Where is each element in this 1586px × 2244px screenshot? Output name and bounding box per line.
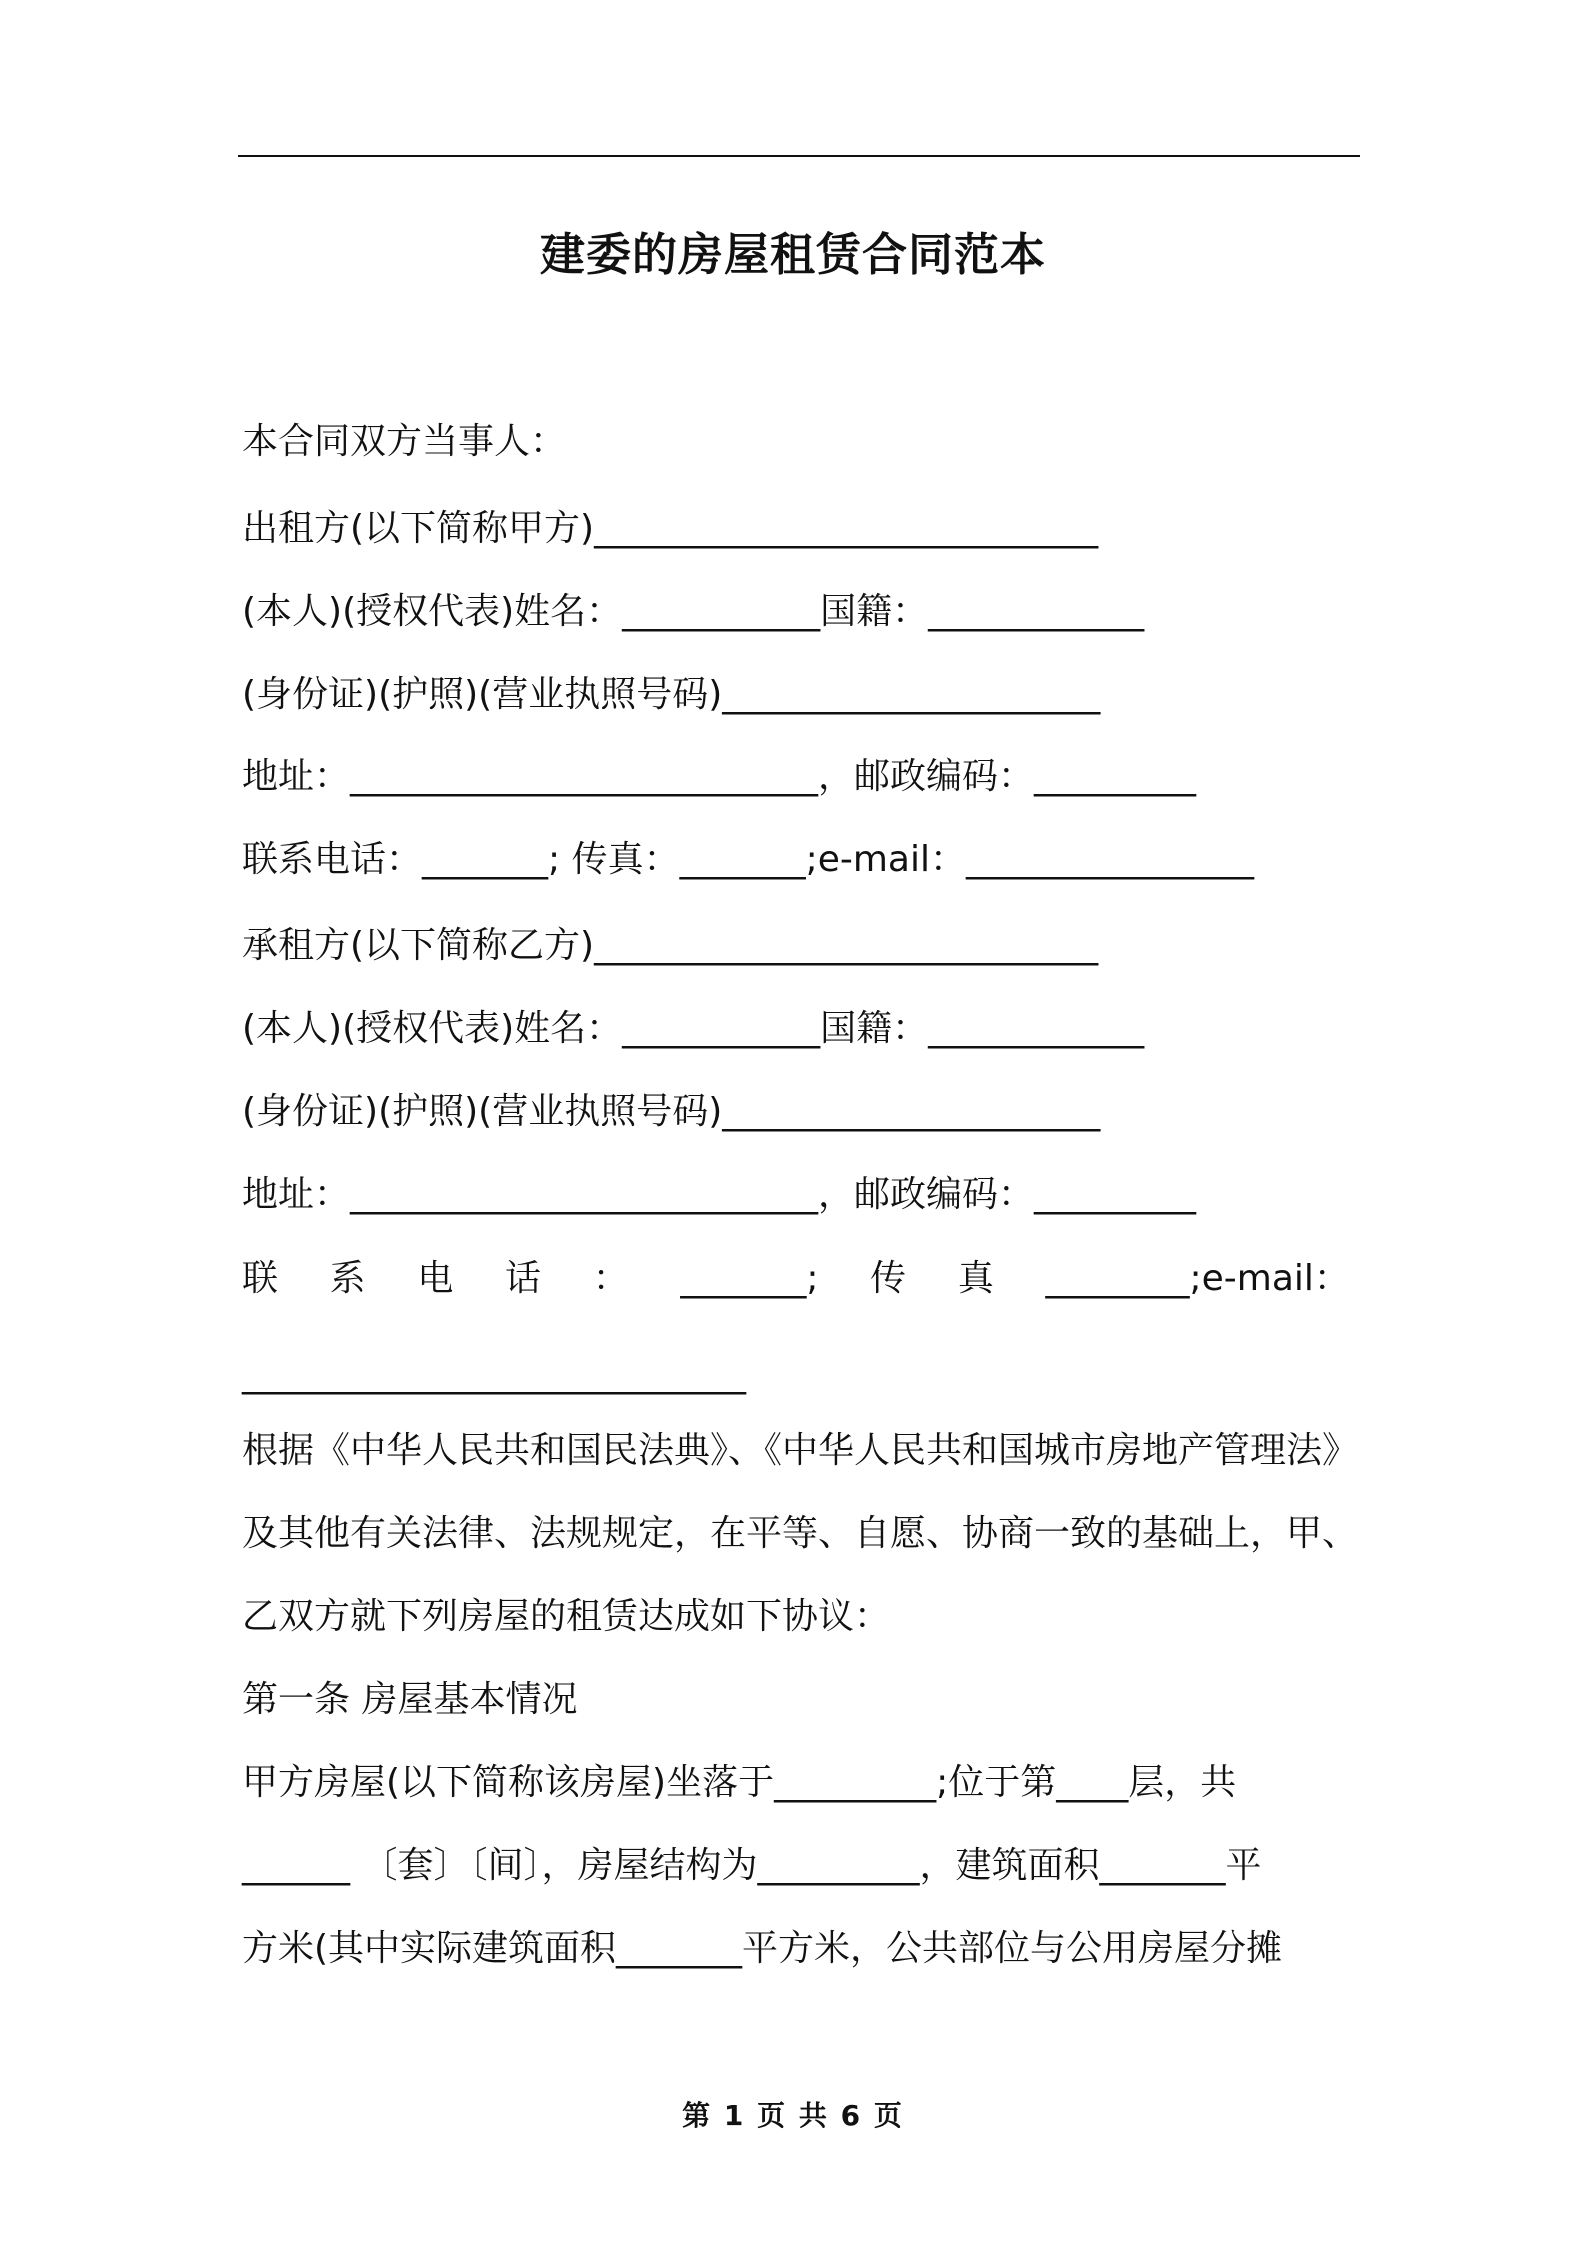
- page-footer: 第 1 页 共 6 页: [682, 2099, 904, 2132]
- lessee-name-line: (本人)(授权代表)姓名：___________国籍：____________: [242, 1008, 1145, 1049]
- lessee-contact-line: [242, 1254, 1350, 1304]
- contact-char: 系: [329, 1258, 366, 1299]
- article-one-line: 甲方房屋(以下简称该房屋)坐落于_________;位于第____层，共: [242, 1762, 1237, 1803]
- article-one-line: 方米(其中实际建筑面积_______平方米，公共部位与公用房屋分摊: [242, 1928, 1283, 1969]
- contact-char: ：: [592, 1258, 629, 1299]
- lessor-contact-line: 联系电话：_______; 传真：_______;e-mail：________________: [242, 839, 1254, 880]
- parties-heading: 本合同双方当事人：: [242, 421, 567, 462]
- contact-char: 真: [957, 1258, 994, 1299]
- lessor-address-line: 地址：__________________________，邮政编码：_________: [242, 756, 1197, 797]
- article-one-heading: 第一条 房屋基本情况: [242, 1679, 578, 1720]
- article-one-line: ______ 〔套〕〔间〕，房屋结构为_________，建筑面积_______平: [242, 1845, 1262, 1886]
- contact-phone-blank: _______;: [680, 1258, 819, 1299]
- lessee-address-line: 地址：__________________________，邮政编码：_________: [242, 1174, 1197, 1215]
- body-paragraph-line: 根据《中华人民共和国民法典》、《中华人民共和国城市房地产管理法》: [242, 1430, 1359, 1471]
- contact-fax-email: ________;e-mail：: [1045, 1258, 1350, 1299]
- contact-char: 话: [505, 1258, 542, 1299]
- lessee-id-line: (身份证)(护照)(营业执照号码)_____________________: [242, 1091, 1101, 1132]
- lessor-name-line: (本人)(授权代表)姓名：___________国籍：____________: [242, 591, 1145, 632]
- contact-char: 电: [417, 1258, 454, 1299]
- lessor-line: 出租方(以下简称甲方)____________________________: [242, 508, 1099, 549]
- email-blank-line: ____________________________: [242, 1354, 746, 1395]
- body-paragraph-line: 及其他有关法律、法规规定，在平等、自愿、协商一致的基础上，甲、: [242, 1513, 1359, 1554]
- contact-char: 传: [870, 1258, 907, 1299]
- lessee-line: 承租方(以下简称乙方)____________________________: [242, 925, 1099, 966]
- header-rule: [238, 155, 1360, 157]
- body-paragraph-line: 乙双方就下列房屋的租赁达成如下协议：: [242, 1596, 891, 1637]
- lessor-id-line: (身份证)(护照)(营业执照号码)_____________________: [242, 674, 1101, 715]
- document-title: 建委的房屋租赁合同范本: [539, 228, 1046, 281]
- contact-char: 联: [242, 1258, 279, 1299]
